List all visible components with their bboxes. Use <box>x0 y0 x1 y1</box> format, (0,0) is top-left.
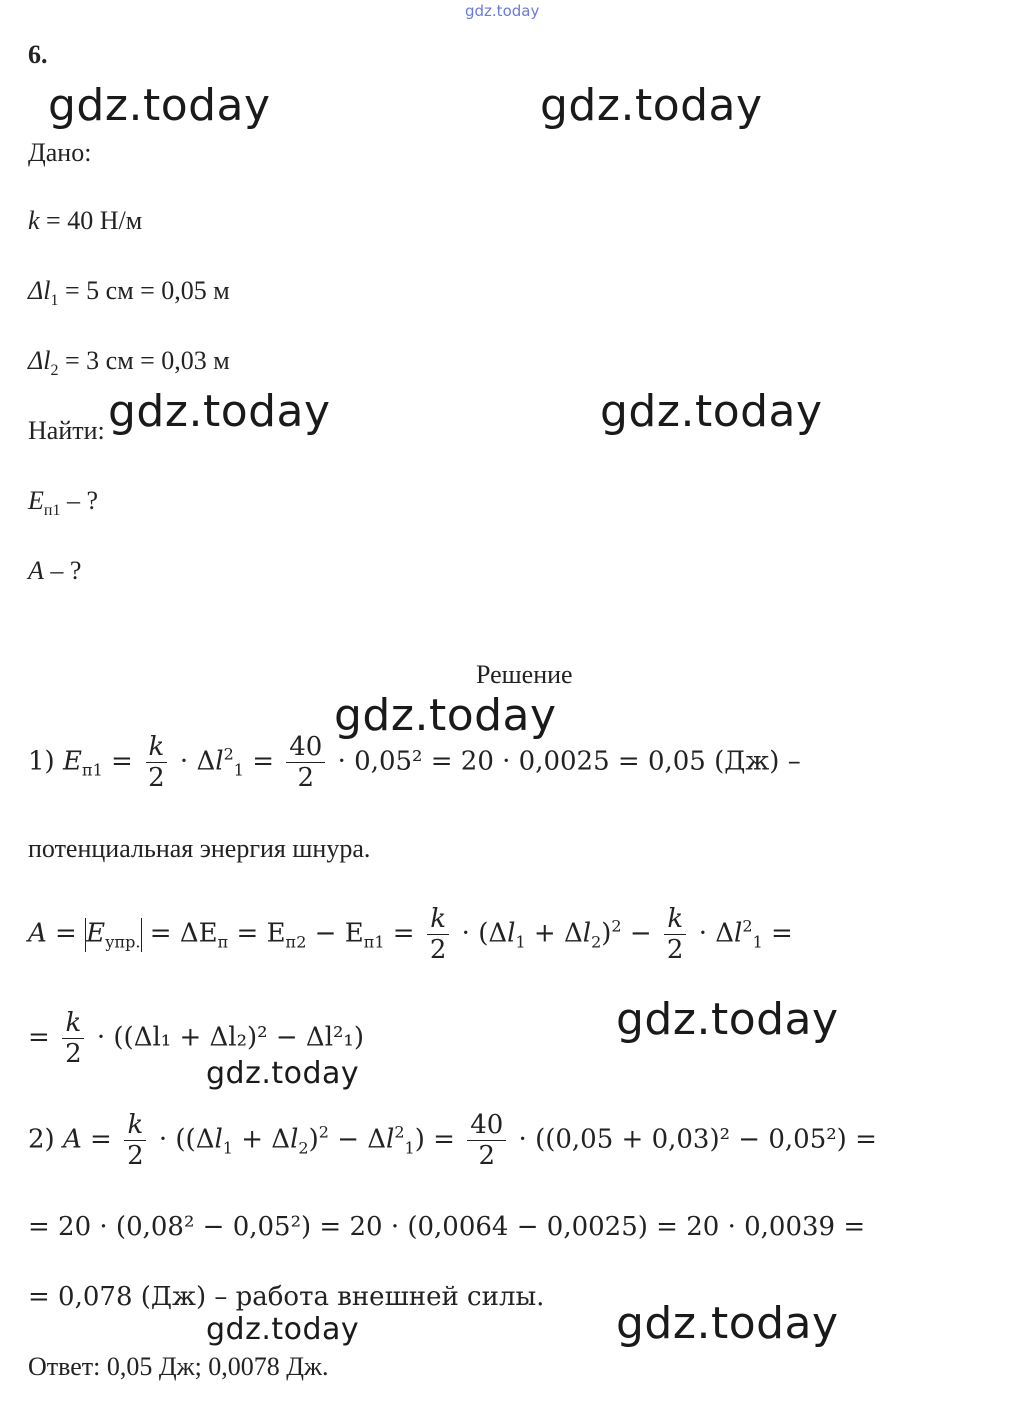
given-dl1 <box>28 276 230 309</box>
given-k-value: = 40 Н/м <box>39 206 143 235</box>
find-heading: Найти: <box>28 416 105 445</box>
var-dl: Δl <box>28 346 51 375</box>
watermark-text: gdz.today <box>616 994 839 1045</box>
watermark-text: gdz.today <box>540 80 763 131</box>
var-e: E <box>28 486 44 515</box>
fraction-k-2: $\frac{k}{2}$ <box>145 732 168 793</box>
var-dl: Δl <box>28 276 51 305</box>
top-watermark-link[interactable]: gdz.today <box>465 2 540 20</box>
step2-line3: = 0,078 (Дж) – работа внешней силы. <box>28 1282 545 1312</box>
step1-tail: · 0,05² = 20 · 0,0025 = 0,05 (Дж) – <box>329 746 801 777</box>
watermark-text: gdz.today <box>48 80 271 131</box>
watermark-text: gdz.today <box>206 1056 360 1091</box>
work-formula-cont: = $\frac{k}{2}$ · ((Δl₁ + Δl₂)² − Δl²₁) <box>28 1008 364 1069</box>
find-e <box>28 486 98 519</box>
watermark-text: gdz.today <box>616 1298 839 1349</box>
watermark-text: gdz.today <box>600 386 823 437</box>
step1-text: потенциальная энергия шнура. <box>28 834 371 863</box>
sub-p1: п1 <box>43 502 61 519</box>
task-number: 6. <box>28 40 48 69</box>
find-e-q: – ? <box>60 486 98 515</box>
step1-label: 1) <box>28 746 63 777</box>
work-formula: $A = E_{упр.} = \Delta E_п = E_{п2} - E_{п1}$ = $\frac{k}{2}$ · $(\Delta l_1 + \Delta l_2)^2$ − $\frac{k}{2}$ · $\Delta l^2_1$ = <box>28 904 793 965</box>
sub-2: 2 <box>50 362 59 379</box>
watermark-text: gdz.today <box>108 386 331 437</box>
watermark-text: gdz.today <box>334 690 557 741</box>
sub-1: 1 <box>50 292 59 309</box>
var-k: k <box>28 206 40 235</box>
given-k <box>28 206 142 236</box>
given-dl1-value: = 5 см = 0,05 м <box>58 276 230 305</box>
solution-heading: Решение <box>476 660 573 689</box>
step2-line2: = 20 · (0,08² − 0,05²) = 20 · (0,0064 − 0,0025) = 20 · 0,0039 = <box>28 1212 866 1242</box>
watermark-text: gdz.today <box>206 1312 360 1347</box>
answer: Ответ: 0,05 Дж; 0,0078 Дж. <box>28 1352 329 1381</box>
var-a: A <box>28 556 44 585</box>
find-a <box>28 556 81 586</box>
step2-formula: 2) A = $\frac{k}{2}$ · $((\Delta l_1 + \Delta l_2)^2 - \Delta l^2_1)$ = $\frac{40}{2}$ · ((0,05 + 0,03)² − 0,05²) = <box>28 1110 877 1171</box>
given-dl2-value: = 3 см = 0,03 м <box>58 346 230 375</box>
find-a-q: – ? <box>43 556 82 585</box>
fraction-40-2: $\frac{40}{2}$ <box>286 732 325 793</box>
given-heading: Дано: <box>28 138 92 167</box>
step1-formula: 1) $E_{п1}$ = $\frac{k}{2}$ · $\Delta l^2_1$ = $\frac{40}{2}$ · 0,05² = 20 · 0,0025 = 0,05 (Дж) – <box>28 732 801 793</box>
given-dl2 <box>28 346 230 379</box>
